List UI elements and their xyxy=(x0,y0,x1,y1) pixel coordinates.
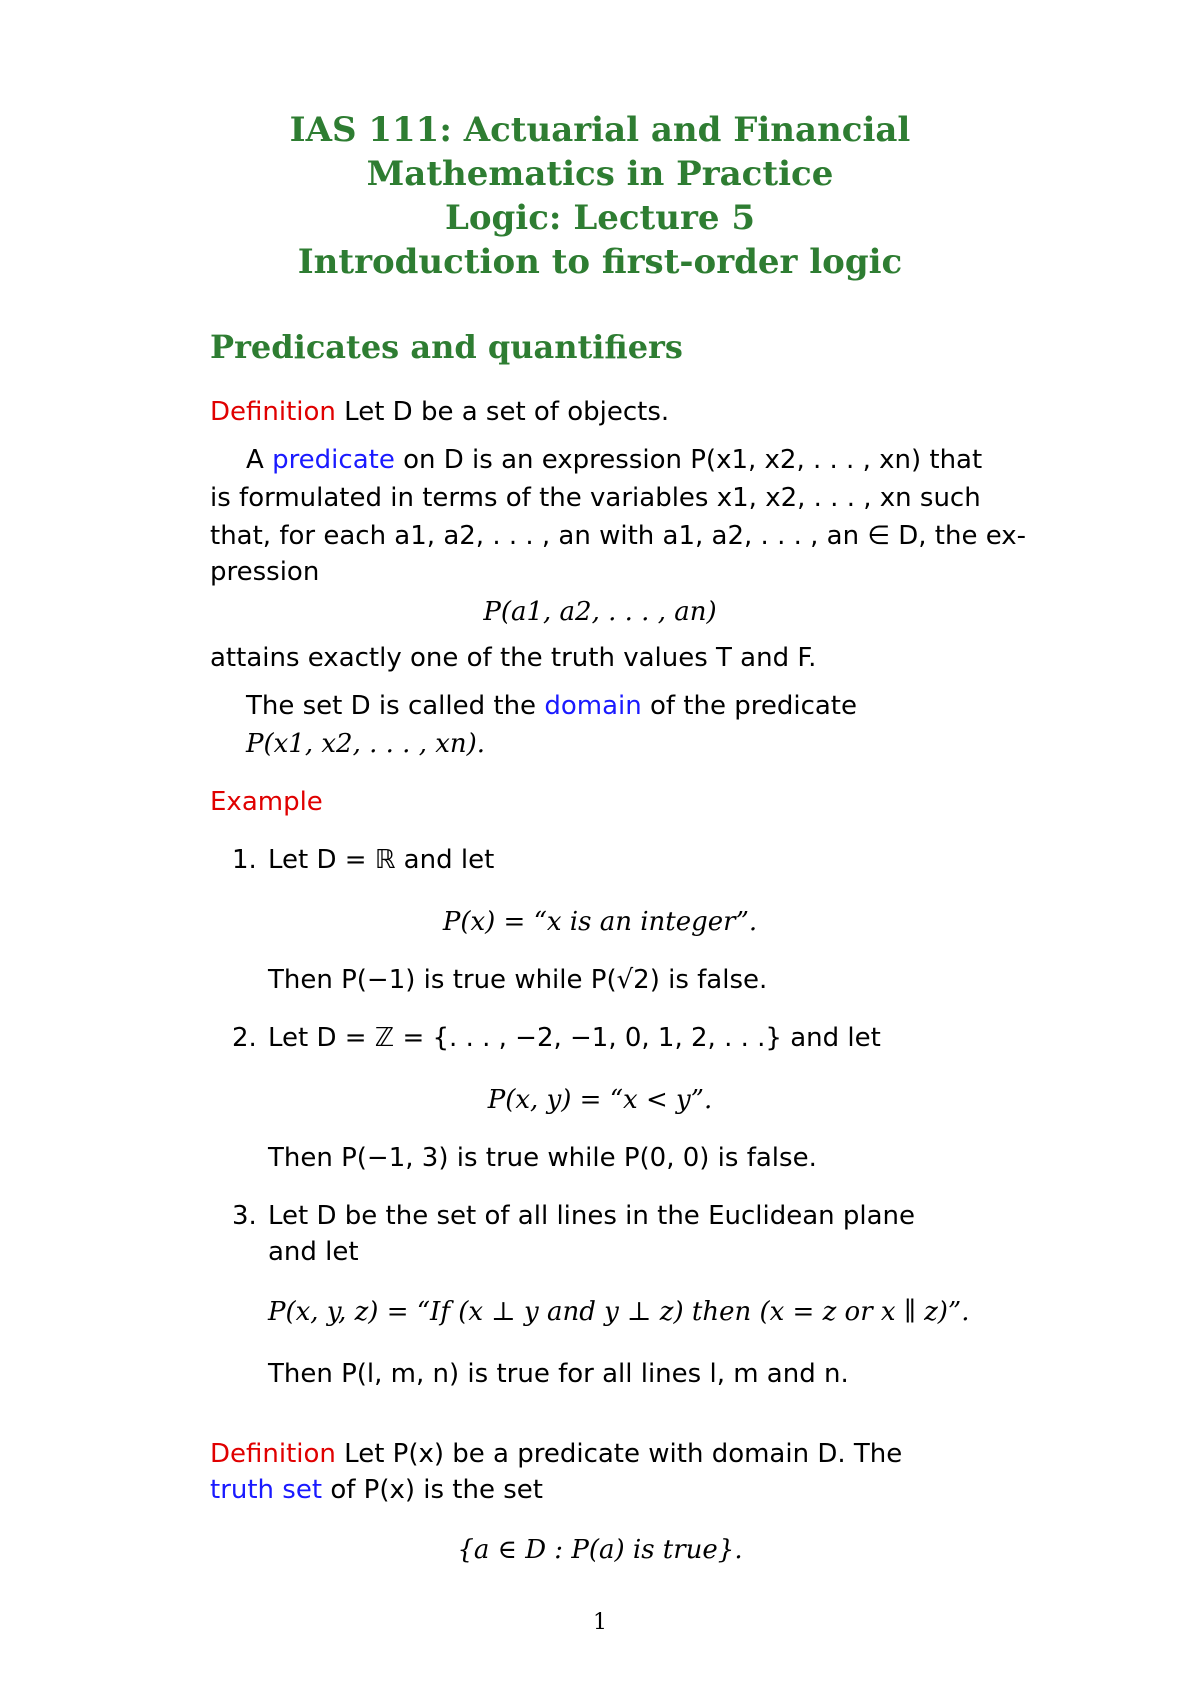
definition-intro: Let D be a set of objects. xyxy=(344,397,670,427)
text-fragment: Let P(x) be a predicate with domain D. The xyxy=(344,1439,903,1469)
text-fragment: The set D is called the xyxy=(246,691,537,721)
term-domain: domain xyxy=(544,691,642,721)
example-1-then: Then P(−1) is true while P(√2) is false. xyxy=(268,965,768,995)
formula: {a ∈ D : P(a) is true}. xyxy=(457,1535,743,1565)
text-fragment: on D is an expression P(x1, x2, . . . , xn) that xyxy=(403,445,983,475)
title-line-2: Mathematics in Practice xyxy=(366,154,834,194)
display-formula-1 xyxy=(0,596,1200,628)
example-2-display xyxy=(0,1084,1200,1116)
example-item-3-cont: and let xyxy=(268,1237,359,1267)
title-line-4: Introduction to first-order logic xyxy=(297,242,903,282)
example-item-3 xyxy=(232,1200,915,1232)
truth-set-display xyxy=(0,1534,1200,1566)
example-item-2 xyxy=(232,1022,881,1054)
section-heading: Predicates and quantifiers xyxy=(210,328,683,366)
item-text: Let D be the set of all lines in the Euclidean plane xyxy=(268,1201,916,1231)
item-text: Let D = ℤ = {. . . , −2, −1, 0, 1, 2, . . .} and let xyxy=(268,1023,881,1053)
formula: P(x1, x2, . . . , xn). xyxy=(246,729,486,759)
example-3-display xyxy=(268,1296,970,1328)
item-text: Let D = ℝ and let xyxy=(268,845,495,875)
title-line-1: IAS 111: Actuarial and Financial xyxy=(289,110,911,150)
example-2-then: Then P(−1, 3) is true while P(0, 0) is false. xyxy=(268,1143,817,1173)
text-fragment: A xyxy=(246,445,264,475)
formula: P(x) = “x is an integer”. xyxy=(442,907,758,937)
predicate-def-line-4: pression xyxy=(210,557,320,587)
example-3-then: Then P(l, m, n) is true for all lines l, m and n. xyxy=(268,1359,849,1389)
definition-2-line-2 xyxy=(210,1474,543,1506)
example-1-display xyxy=(0,906,1200,938)
formula: P(x, y) = “x < y”. xyxy=(487,1085,713,1115)
predicate-def-line-5: attains exactly one of the truth values T and F. xyxy=(210,643,817,673)
definition-label: Definition xyxy=(210,397,336,427)
definition-1-line xyxy=(210,396,669,428)
page-number: 1 xyxy=(593,1610,607,1635)
predicate-def-line-3: that, for each a1, a2, . . . , an with a1, a2, . . . , an ∈ D, the ex- xyxy=(210,521,1027,551)
domain-def-line-2 xyxy=(246,728,485,760)
domain-def-line-1 xyxy=(246,690,857,722)
text-fragment: of P(x) is the set xyxy=(330,1475,543,1505)
item-number: 1. xyxy=(232,845,257,875)
item-number: 3. xyxy=(232,1201,257,1231)
predicate-def-line-2: is formulated in terms of the variables x1, x2, . . . , xn such xyxy=(210,483,981,513)
item-number: 2. xyxy=(232,1023,257,1053)
example-item-1 xyxy=(232,844,494,876)
example-label: Example xyxy=(210,787,323,817)
formula: P(x, y, z) = “If (x ⊥ y and y ⊥ z) then (x = z or x ∥ z)”. xyxy=(268,1297,970,1327)
term-predicate: predicate xyxy=(272,445,395,475)
definition-label: Definition xyxy=(210,1439,336,1469)
definition-2-line-1 xyxy=(210,1438,902,1470)
text-fragment: of the predicate xyxy=(649,691,857,721)
formula: P(a1, a2, . . . , an) xyxy=(483,597,717,627)
predicate-def-line-1 xyxy=(246,444,982,476)
term-truth-set: truth set xyxy=(210,1475,323,1505)
title-line-3: Logic: Lecture 5 xyxy=(444,198,756,238)
